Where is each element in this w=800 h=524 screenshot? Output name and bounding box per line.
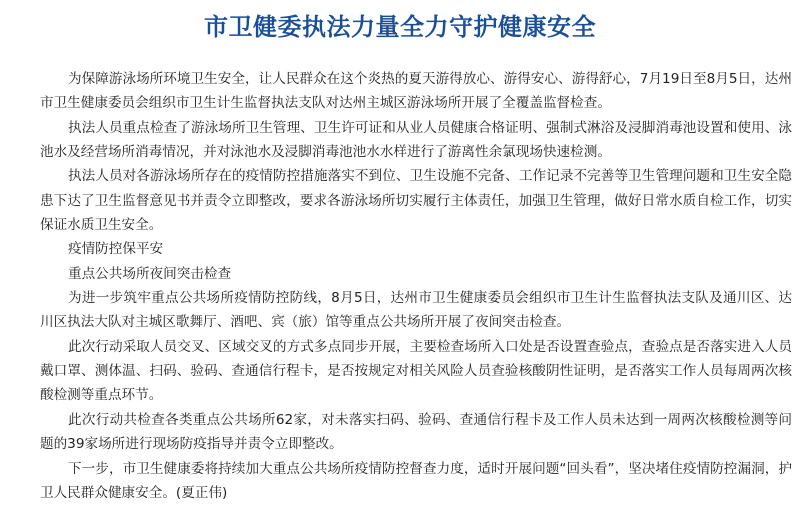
- paragraph-next-steps: 下一步，市卫生健康委将持续加大重点公共场所疫情防控督查力度，适时开展问题“回头看”，坚决堵住疫情防控漏洞，护卫人民群众健康安全。(夏正伟): [40, 460, 792, 501]
- paragraph-rectification: 执法人员对各游泳场所存在的疫情防控措施落实不到位、卫生设施不完备、工作记录不完善等卫生管理问题和卫生安全隐患下达了卫生监督意见书并责令立即整改，要求各游泳场所切实履行主体责任，加强卫生管理，做好日常水质自检工作，切实保证水质卫生安全。: [40, 168, 792, 234]
- article-body: [40, 67, 792, 505]
- paragraph-inspection-method: 此次行动采取人员交叉、区域交叉的方式多点同步开展，主要检查场所入口处是否设置查验点，查验点是否落实进入人员戴口罩、测体温、扫码、验码、查通信行程卡，是否按规定对相关风险人员查验核酸阴性证明，是否落实工作人员每周两次核酸检测等重点环节。: [40, 338, 792, 404]
- paragraph-inspection-items: 执法人员重点检查了游泳场所卫生管理、卫生许可证和从业人员健康合格证明、强制式淋浴及浸脚消毒池设置和使用、泳池水及经营场所消毒情况，并对泳池水及浸脚消毒池池水水样进行了游离性余氯现场快速检测。: [40, 119, 792, 161]
- page-title: 市卫健委执法力量全力守护健康安全: [204, 13, 596, 41]
- subheading-epidemic-safety: 疫情防控保平安: [68, 241, 164, 258]
- paragraph-inspection-results: 此次行动共检查各类重点公共场所62家，对未落实扫码、验码、查通信行程卡及工作人员未达到一周两次核酸检测等问题的39家场所进行现场防疫指导并责令立即整改。: [40, 411, 792, 453]
- subheading-night-inspection: 重点公共场所夜间突击检查: [68, 265, 232, 282]
- paragraph-swimming-intro: 为保障游泳场所环境卫生安全，让人民群众在这个炎热的夏天游得放心、游得安心、游得舒心，7月19日至8月5日，达州市卫生健康委员会组织市卫生计生监督执法支队对达州主城区游泳场所开展了全覆盖监督检查。: [40, 71, 792, 112]
- paragraph-night-inspection-intro: 为进一步筑牢重点公共场所疫情防控防线，8月5日，达州市卫生健康委员会组织市卫生计生监督执法支队及通川区、达川区执法大队对主城区歌舞厅、酒吧、宾（旅）馆等重点公共场所开展了夜间突击检查。: [40, 290, 792, 331]
